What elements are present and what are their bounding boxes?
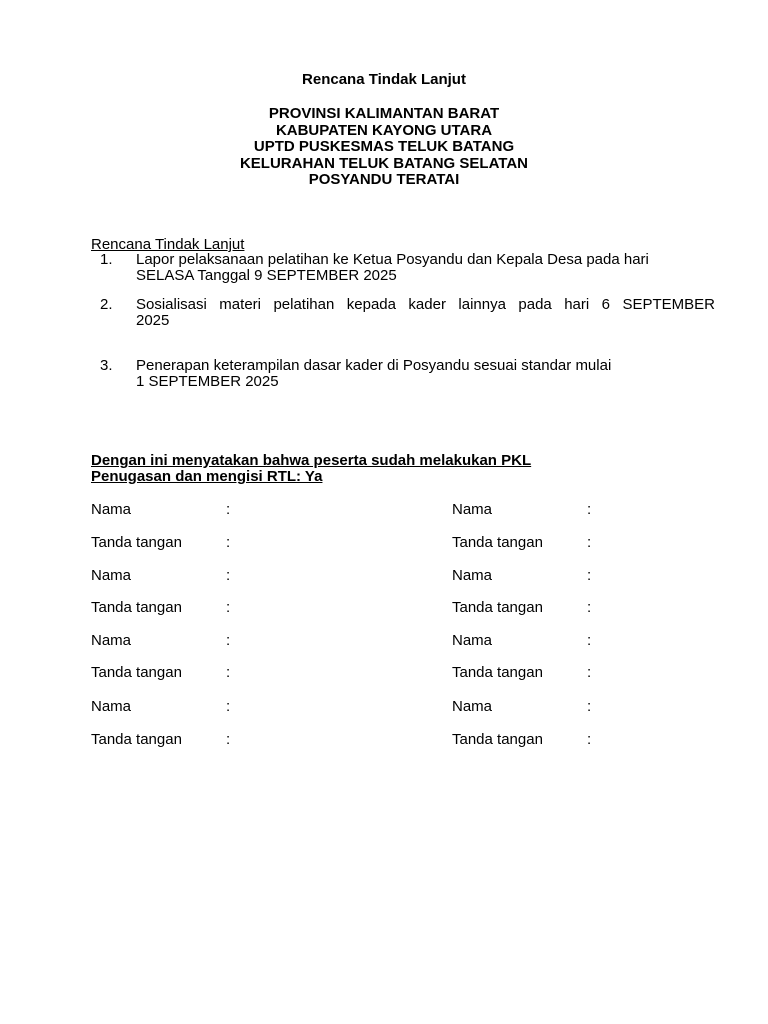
list-item-number: 3.	[100, 357, 113, 374]
signature-colon-left: :	[226, 698, 231, 715]
header-health-center: UPTD PUSKESMAS TELUK BATANG	[253, 138, 515, 155]
signature-colon-left: :	[226, 632, 231, 649]
header-regency: KABUPATEN KAYONG UTARA	[275, 121, 493, 139]
section-heading: Rencana Tindak Lanjut	[91, 236, 245, 253]
signature-colon-right: :	[587, 534, 592, 551]
list-item-line: Lapor pelaksanaan pelatihan ke Ketua Posyandu dan Kepala Desa pada hari	[136, 251, 649, 268]
list-item-number: 2.	[100, 296, 113, 313]
signature-label-right: Tanda tangan	[452, 534, 543, 551]
header-village: KELURAHAN TELUK BATANG SELATAN	[239, 154, 529, 172]
signature-label-left: Nama	[91, 567, 132, 584]
signature-label-left: Nama	[91, 698, 132, 715]
list-item-line: 2025	[136, 312, 170, 329]
signature-colon-right: :	[587, 599, 592, 616]
signature-label-left: Nama	[91, 501, 132, 518]
signature-label-right: Tanda tangan	[452, 664, 543, 681]
signature-label-right: Nama	[452, 698, 493, 715]
signature-colon-right: :	[587, 567, 592, 584]
signature-colon-left: :	[226, 501, 231, 518]
signature-label-left: Tanda tangan	[91, 599, 182, 616]
list-item-line: SELASA Tanggal 9 SEPTEMBER 2025	[136, 267, 397, 284]
list-item-text	[136, 297, 715, 329]
signature-colon-left: :	[226, 534, 231, 551]
list-item-line: 1 SEPTEMBER 2025	[136, 373, 279, 390]
list-item-text	[136, 252, 715, 284]
page-title: Rencana Tindak Lanjut	[302, 71, 466, 88]
signature-label-right: Nama	[452, 567, 493, 584]
header-province: PROVINSI KALIMANTAN BARAT	[268, 105, 500, 122]
institution-header	[0, 106, 768, 189]
signature-label-left: Tanda tangan	[91, 534, 182, 551]
statement-line: Dengan ini menyatakan bahwa peserta sudah melakukan PKL	[91, 452, 532, 469]
signature-colon-right: :	[587, 698, 592, 715]
signature-colon-left: :	[226, 567, 231, 584]
signature-colon-right: :	[587, 664, 592, 681]
signature-colon-left: :	[226, 731, 231, 748]
signature-colon-right: :	[587, 731, 592, 748]
list-item-text	[136, 358, 715, 390]
signature-colon-left: :	[226, 599, 231, 616]
signature-label-right: Tanda tangan	[452, 731, 543, 748]
list-item-number: 1.	[100, 251, 113, 268]
statement	[91, 453, 531, 485]
signature-row	[0, 566, 768, 586]
signature-row	[0, 697, 768, 717]
signature-row	[0, 500, 768, 520]
signature-row	[0, 598, 768, 618]
signature-label-right: Nama	[452, 501, 493, 518]
signature-label-right: Tanda tangan	[452, 599, 543, 616]
signature-colon-left: :	[226, 664, 231, 681]
signature-label-right: Nama	[452, 632, 493, 649]
signature-row	[0, 663, 768, 683]
signature-row	[0, 730, 768, 750]
header-posyandu: POSYANDU TERATAI	[308, 171, 460, 188]
signature-label-left: Nama	[91, 632, 132, 649]
list-item-line: Penerapan keterampilan dasar kader di Posyandu sesuai standar mulai	[136, 357, 612, 374]
list-item-line: Sosialisasi materi pelatihan kepada kader lainnya pada hari 6 SEPTEMBER	[136, 296, 715, 313]
signature-row	[0, 631, 768, 651]
signature-row	[0, 533, 768, 553]
signature-colon-right: :	[587, 501, 592, 518]
statement-line: Penugasan dan mengisi RTL: Ya	[91, 468, 323, 485]
signature-label-left: Tanda tangan	[91, 731, 182, 748]
signature-label-left: Tanda tangan	[91, 664, 182, 681]
signature-colon-right: :	[587, 632, 592, 649]
